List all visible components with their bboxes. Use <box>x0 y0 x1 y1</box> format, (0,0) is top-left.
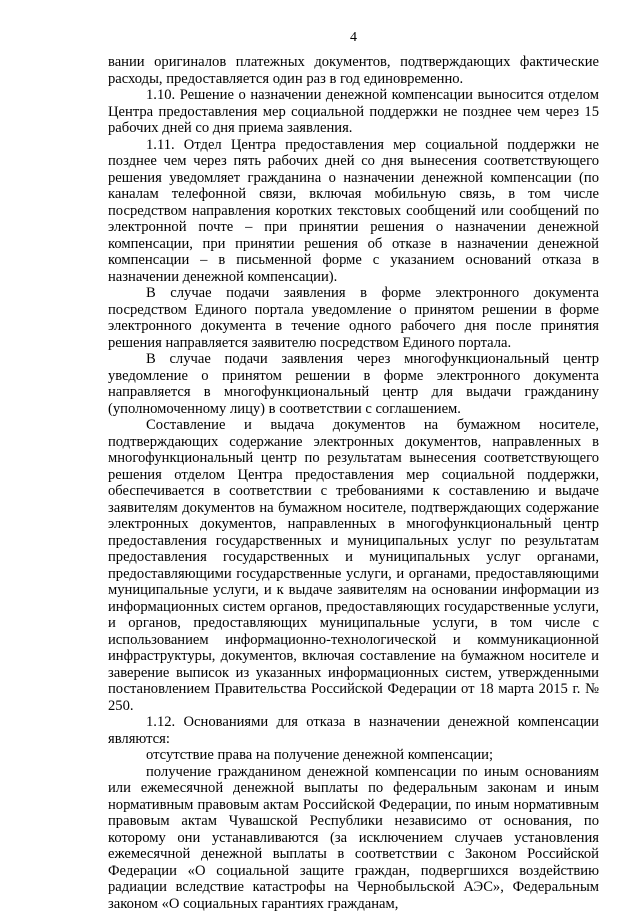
paragraph-unified-portal: В случае подачи заявления в форме электронного документа посредством Единого портала уведомление о принятом решении в форме электронного документа в течение одного рабочего дня после принятия решения направляется заявителю посредством Единого портала. <box>108 285 599 351</box>
document-body <box>108 54 599 912</box>
paragraph-other-grounds: получение гражданином денежной компенсации по иным основаниям или ежемесячной денежной выплаты по федеральным законам и иным нормативным правовым актам Российской Федерации, по иным нормативным правовым актам Чувашской Республики независимо от основания, по которому они устанавливаются (за исключением случаев установления ежемесячной денежной выплаты в соответствии с Законом Российской Федерации «О социальной защите граждан, подвергшихся воздействию радиации вследствие катастрофы на Чернобыльской АЭС», Федеральным законом «О социальных гарантиях гражданам, <box>108 764 599 912</box>
document-page <box>108 30 599 912</box>
paragraph-multifunctional-center: В случае подачи заявления через многофункциональный центр уведомление о принятом решении в форме электронного документа направляется в многофункциональный центр для выдачи гражданину (уполномоченному лицу) в соответствии с соглашением. <box>108 351 599 417</box>
paragraph-1-12: 1.12. Основаниями для отказа в назначении денежной компенсации являются: <box>108 714 599 747</box>
paragraph-1-10: 1.10. Решение о назначении денежной компенсации выносится отделом Центра предоставления мер социальной поддержки не позднее чем через 15 рабочих дней со дня приема заявления. <box>108 87 599 137</box>
page-number: 4 <box>108 30 599 46</box>
paragraph-paper-documents: Составление и выдача документов на бумажном носителе, подтверждающих содержание электронных документов, направленных в многофункциональный центр по результатам вынесения соответствующего решения отделом Центра предоставления мер социальной поддержки, обеспечивается в соответствии с требованиями к составлению и выдаче заявителям документов на бумажном носителе, подтверждающих содержание электронных документов, направленных в многофункциональный центр предоставления государственных и муниципальных услуг по результатам предоставления государственных и муниципальных услуг органами, предоставляющими государственные услуги, и органами, предоставляющими муниципальные услуги, и к выдаче заявителям на основании информации из информационных систем органов, предоставляющих государственные услуги, и органов, предоставляющих муниципальные услуги, в том числе с использованием информационно-технологической и коммуникационной инфраструктуры, документов, включая составление на бумажном носителе и заверение выписок из указанных информационных систем, утвержденными постановлением Правительства Российской Федерации от 18 марта 2015 г. № 250. <box>108 417 599 714</box>
paragraph-1-11: 1.11. Отдел Центра предоставления мер социальной поддержки не позднее чем через пять рабочих дней со дня вынесения соответствующего решения уведомляет гражданина о назначении денежной компенсации (по каналам телефонной связи, включая мобильную связь, в том числе посредством направления коротких текстовых сообщений или сообщений по электронной почте – при принятии решения о назначении денежной компенсации, при принятии решения об отказе в назначении денежной компенсации – в письменной форме с указанием оснований отказа в назначении денежной компенсации). <box>108 137 599 286</box>
paragraph-no-right: отсутствие права на получение денежной компенсации; <box>108 747 599 764</box>
paragraph-continuation: вании оригиналов платежных документов, подтверждающих фактические расходы, предоставляется один раз в год единовременно. <box>108 54 599 87</box>
